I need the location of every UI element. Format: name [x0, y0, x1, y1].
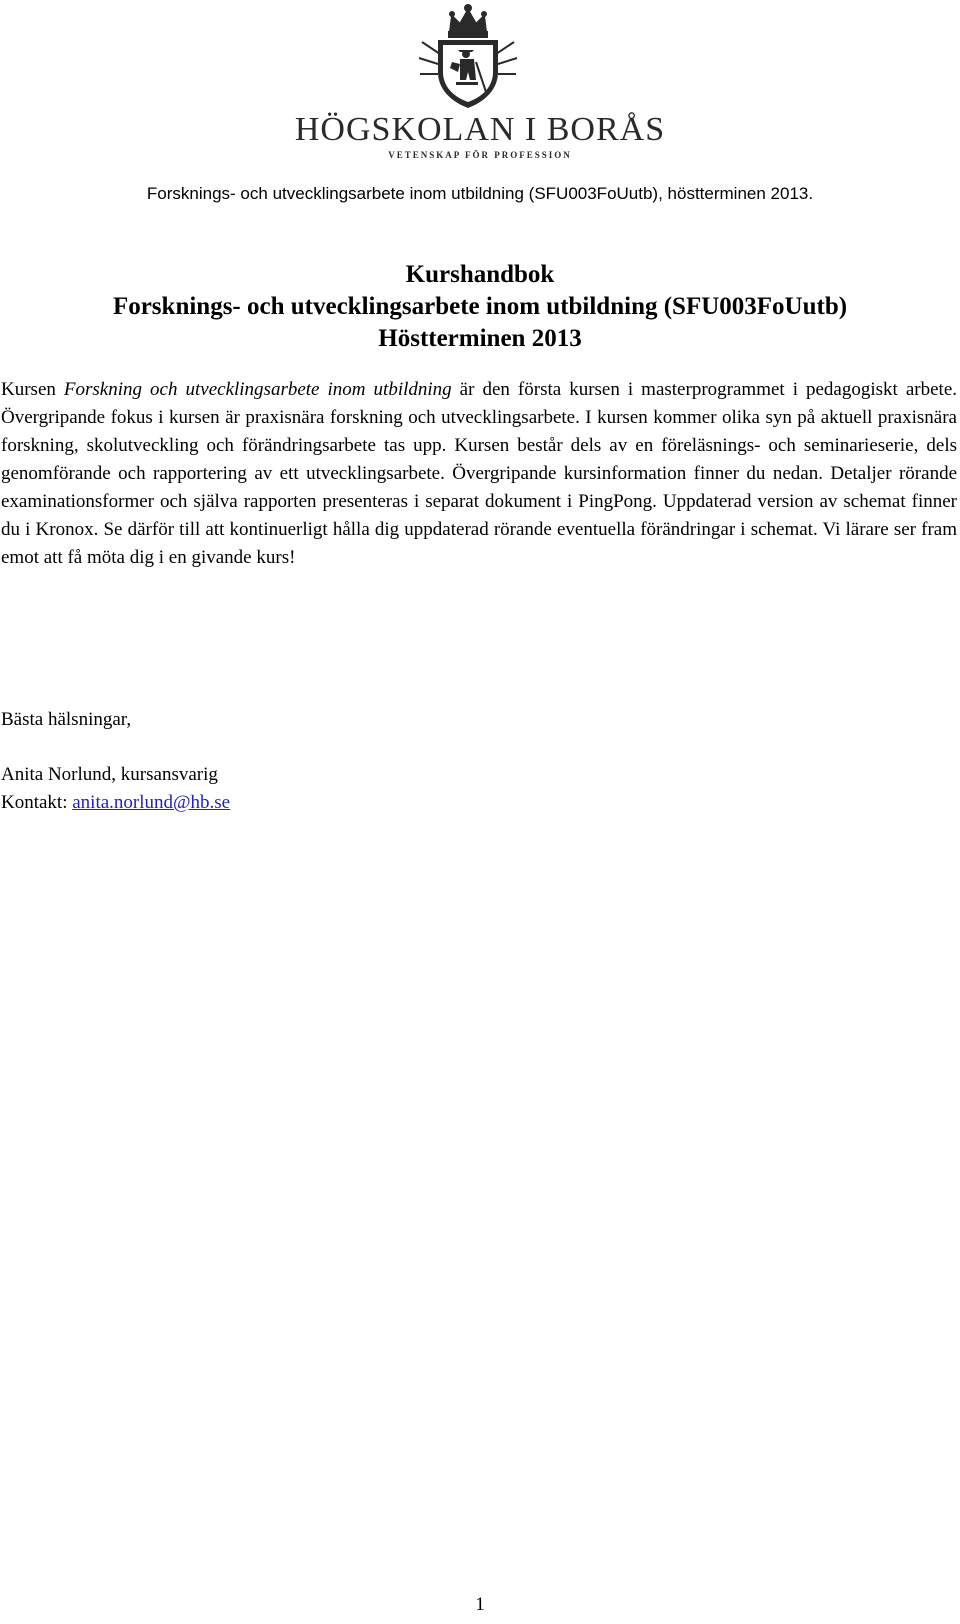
title-line-1: Kurshandbok: [405, 261, 555, 288]
intro-lead: Kursen: [1, 379, 64, 400]
page-number: 1: [475, 1594, 485, 1615]
title-line-2: Forsknings- och utvecklingsarbete inom utbildning (SFU003FoUutb): [112, 293, 848, 320]
email-link[interactable]: anita.norlund@hb.se: [72, 792, 231, 813]
document-title: [0, 259, 960, 355]
contact-label: Kontakt:: [1, 792, 73, 813]
signature-block: [1, 761, 230, 817]
intro-text: är den första kursen i masterprogrammet i pedagogiskt arbete. Övergripande fokus i kursen är praxisnära forskning och utvecklingsarbete. I kursen kommer olika syn på aktuell praxisnära forskning, skolutveckling och förändringsarbete tas upp. Kursen består dels av en föreläsnings- och seminarieserie, dels genomförande och rapportering av ett utvecklingsarbete. Övergripande kursinformation finner du nedan. Detaljer rörande examinationsformer och själva rapporten presenteras i separat dokument i PingPong. Uppdaterad version av schemat finner du i Kronox. Se därför till att kontinuerligt hålla dig uppdaterad rörande eventuella förändringar i schemat. Vi lärare ser fram emot att få möta dig i en givande kurs!: [1, 379, 957, 568]
contact-line: [1, 789, 230, 817]
closing-greeting: Bästa hälsningar,: [1, 709, 132, 730]
university-tagline: VETENSKAP FÖR PROFESSION: [388, 150, 572, 160]
crest-emblem-icon: [416, 2, 520, 110]
university-logo: [0, 0, 960, 165]
course-name: Forskning och utvecklingsarbete inom utbildning: [63, 379, 452, 400]
title-line-3: Höstterminen 2013: [378, 325, 582, 352]
university-name: HÖGSKOLAN I BORÅS: [294, 111, 666, 148]
running-header: Forsknings- och utvecklingsarbete inom utbildning (SFU003FoUutb), höstterminen 2013.: [146, 184, 814, 203]
signature-name: Anita Norlund, kursansvarig: [1, 764, 218, 785]
intro-paragraph: [1, 376, 957, 572]
